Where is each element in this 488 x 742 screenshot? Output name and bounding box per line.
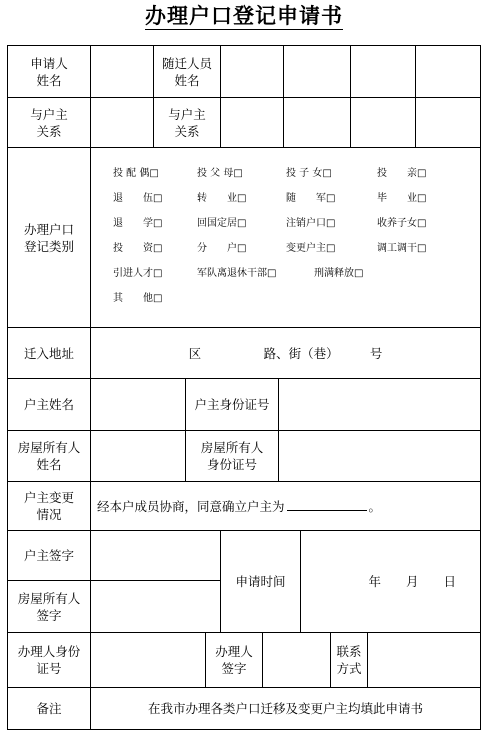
category-option[interactable]: 投 资□ <box>113 243 163 254</box>
category-option[interactable]: 投 亲□ <box>377 168 427 179</box>
owner-signature-label: 房屋所有人 签字 <box>17 590 81 623</box>
head-change-label: 户主变更 情况 <box>23 490 74 522</box>
category-option[interactable]: 分 户□ <box>197 243 247 254</box>
category-option[interactable]: 刑满释放□ <box>314 268 364 279</box>
remarks-label: 备注 <box>36 701 62 716</box>
contact-label: 联系 方式 <box>336 644 362 676</box>
handler-signature-field[interactable] <box>263 633 330 687</box>
table-border-right <box>480 45 481 730</box>
category-option[interactable]: 投 子 女□ <box>286 168 332 179</box>
applicant-name-field[interactable] <box>91 46 153 97</box>
page-title: 办理户口登记申请书 <box>145 4 343 28</box>
accompanying-name-field-2[interactable] <box>284 46 350 97</box>
owner-name-field[interactable] <box>91 431 185 481</box>
category-option[interactable]: 投 父 母□ <box>197 168 243 179</box>
category-option[interactable]: 转 业□ <box>197 193 247 204</box>
head-id-label: 户主身份证号 <box>194 397 270 412</box>
category-option[interactable]: 随 军□ <box>286 193 336 204</box>
category-option[interactable]: 变更户主□ <box>286 243 336 254</box>
category-option[interactable]: 收养子女□ <box>377 218 427 229</box>
category-option[interactable]: 回国定居□ <box>197 218 247 229</box>
head-signature-field[interactable] <box>91 531 220 580</box>
head-signature-label: 户主签字 <box>23 548 74 563</box>
category-option[interactable]: 投 配 偶□ <box>113 168 159 179</box>
category-option[interactable]: 退 伍□ <box>113 193 163 204</box>
head-change-field[interactable] <box>91 482 480 530</box>
owner-id-label: 房屋所有人 身份证号 <box>200 440 264 472</box>
handler-signature-label: 办理人 签字 <box>215 644 253 676</box>
contact-field[interactable] <box>368 633 480 687</box>
handler-id-field[interactable] <box>91 633 205 687</box>
apply-date-field[interactable] <box>301 531 480 632</box>
relation-label-2: 与户主 关系 <box>168 106 206 139</box>
head-id-field[interactable] <box>279 379 480 430</box>
category-option[interactable]: 引进人才□ <box>113 268 163 279</box>
accompanying-name-label: 随迁人员 姓名 <box>161 55 212 88</box>
head-name-blank[interactable] <box>287 498 367 511</box>
remarks-text: 在我市办理各类户口迁移及变更户主均填此申请书 <box>147 701 423 716</box>
relation-field[interactable] <box>91 98 153 147</box>
applicant-name-label: 申请人 姓名 <box>30 55 68 88</box>
move-in-address-label: 迁入地址 <box>23 345 74 361</box>
owner-signature-field[interactable] <box>91 581 220 632</box>
relation-label: 与户主 关系 <box>30 106 68 139</box>
address-line: 区 路、街（巷） 号 <box>188 345 383 361</box>
date-line: 年 月 日 <box>368 574 456 589</box>
head-name-label: 户主姓名 <box>23 397 74 412</box>
owner-name-label: 房屋所有人 姓名 <box>17 440 81 472</box>
category-option[interactable]: 军队离退休干部□ <box>197 268 277 279</box>
move-in-address-field[interactable] <box>91 328 480 378</box>
category-option[interactable]: 毕 业□ <box>377 193 427 204</box>
category-option[interactable]: 退 学□ <box>113 218 163 229</box>
category-option[interactable]: 其 他□ <box>113 293 163 304</box>
accompanying-name-field-1[interactable] <box>221 46 283 97</box>
handler-id-label: 办理人身份 证号 <box>17 644 81 676</box>
owner-id-field[interactable] <box>279 431 480 481</box>
category-option[interactable]: 注销户口□ <box>286 218 336 229</box>
head-change-text: 经本户成员协商，同意确立户主为 。 <box>97 498 382 514</box>
registration-type-label: 办理户口 登记类别 <box>23 221 74 254</box>
accompanying-name-field-4[interactable] <box>416 46 480 97</box>
head-name-field[interactable] <box>91 379 185 430</box>
table-border-bottom <box>7 729 481 730</box>
apply-time-label: 申请时间 <box>235 574 286 589</box>
category-option[interactable]: 调工调干□ <box>377 243 427 254</box>
accompanying-name-field-3[interactable] <box>351 46 415 97</box>
